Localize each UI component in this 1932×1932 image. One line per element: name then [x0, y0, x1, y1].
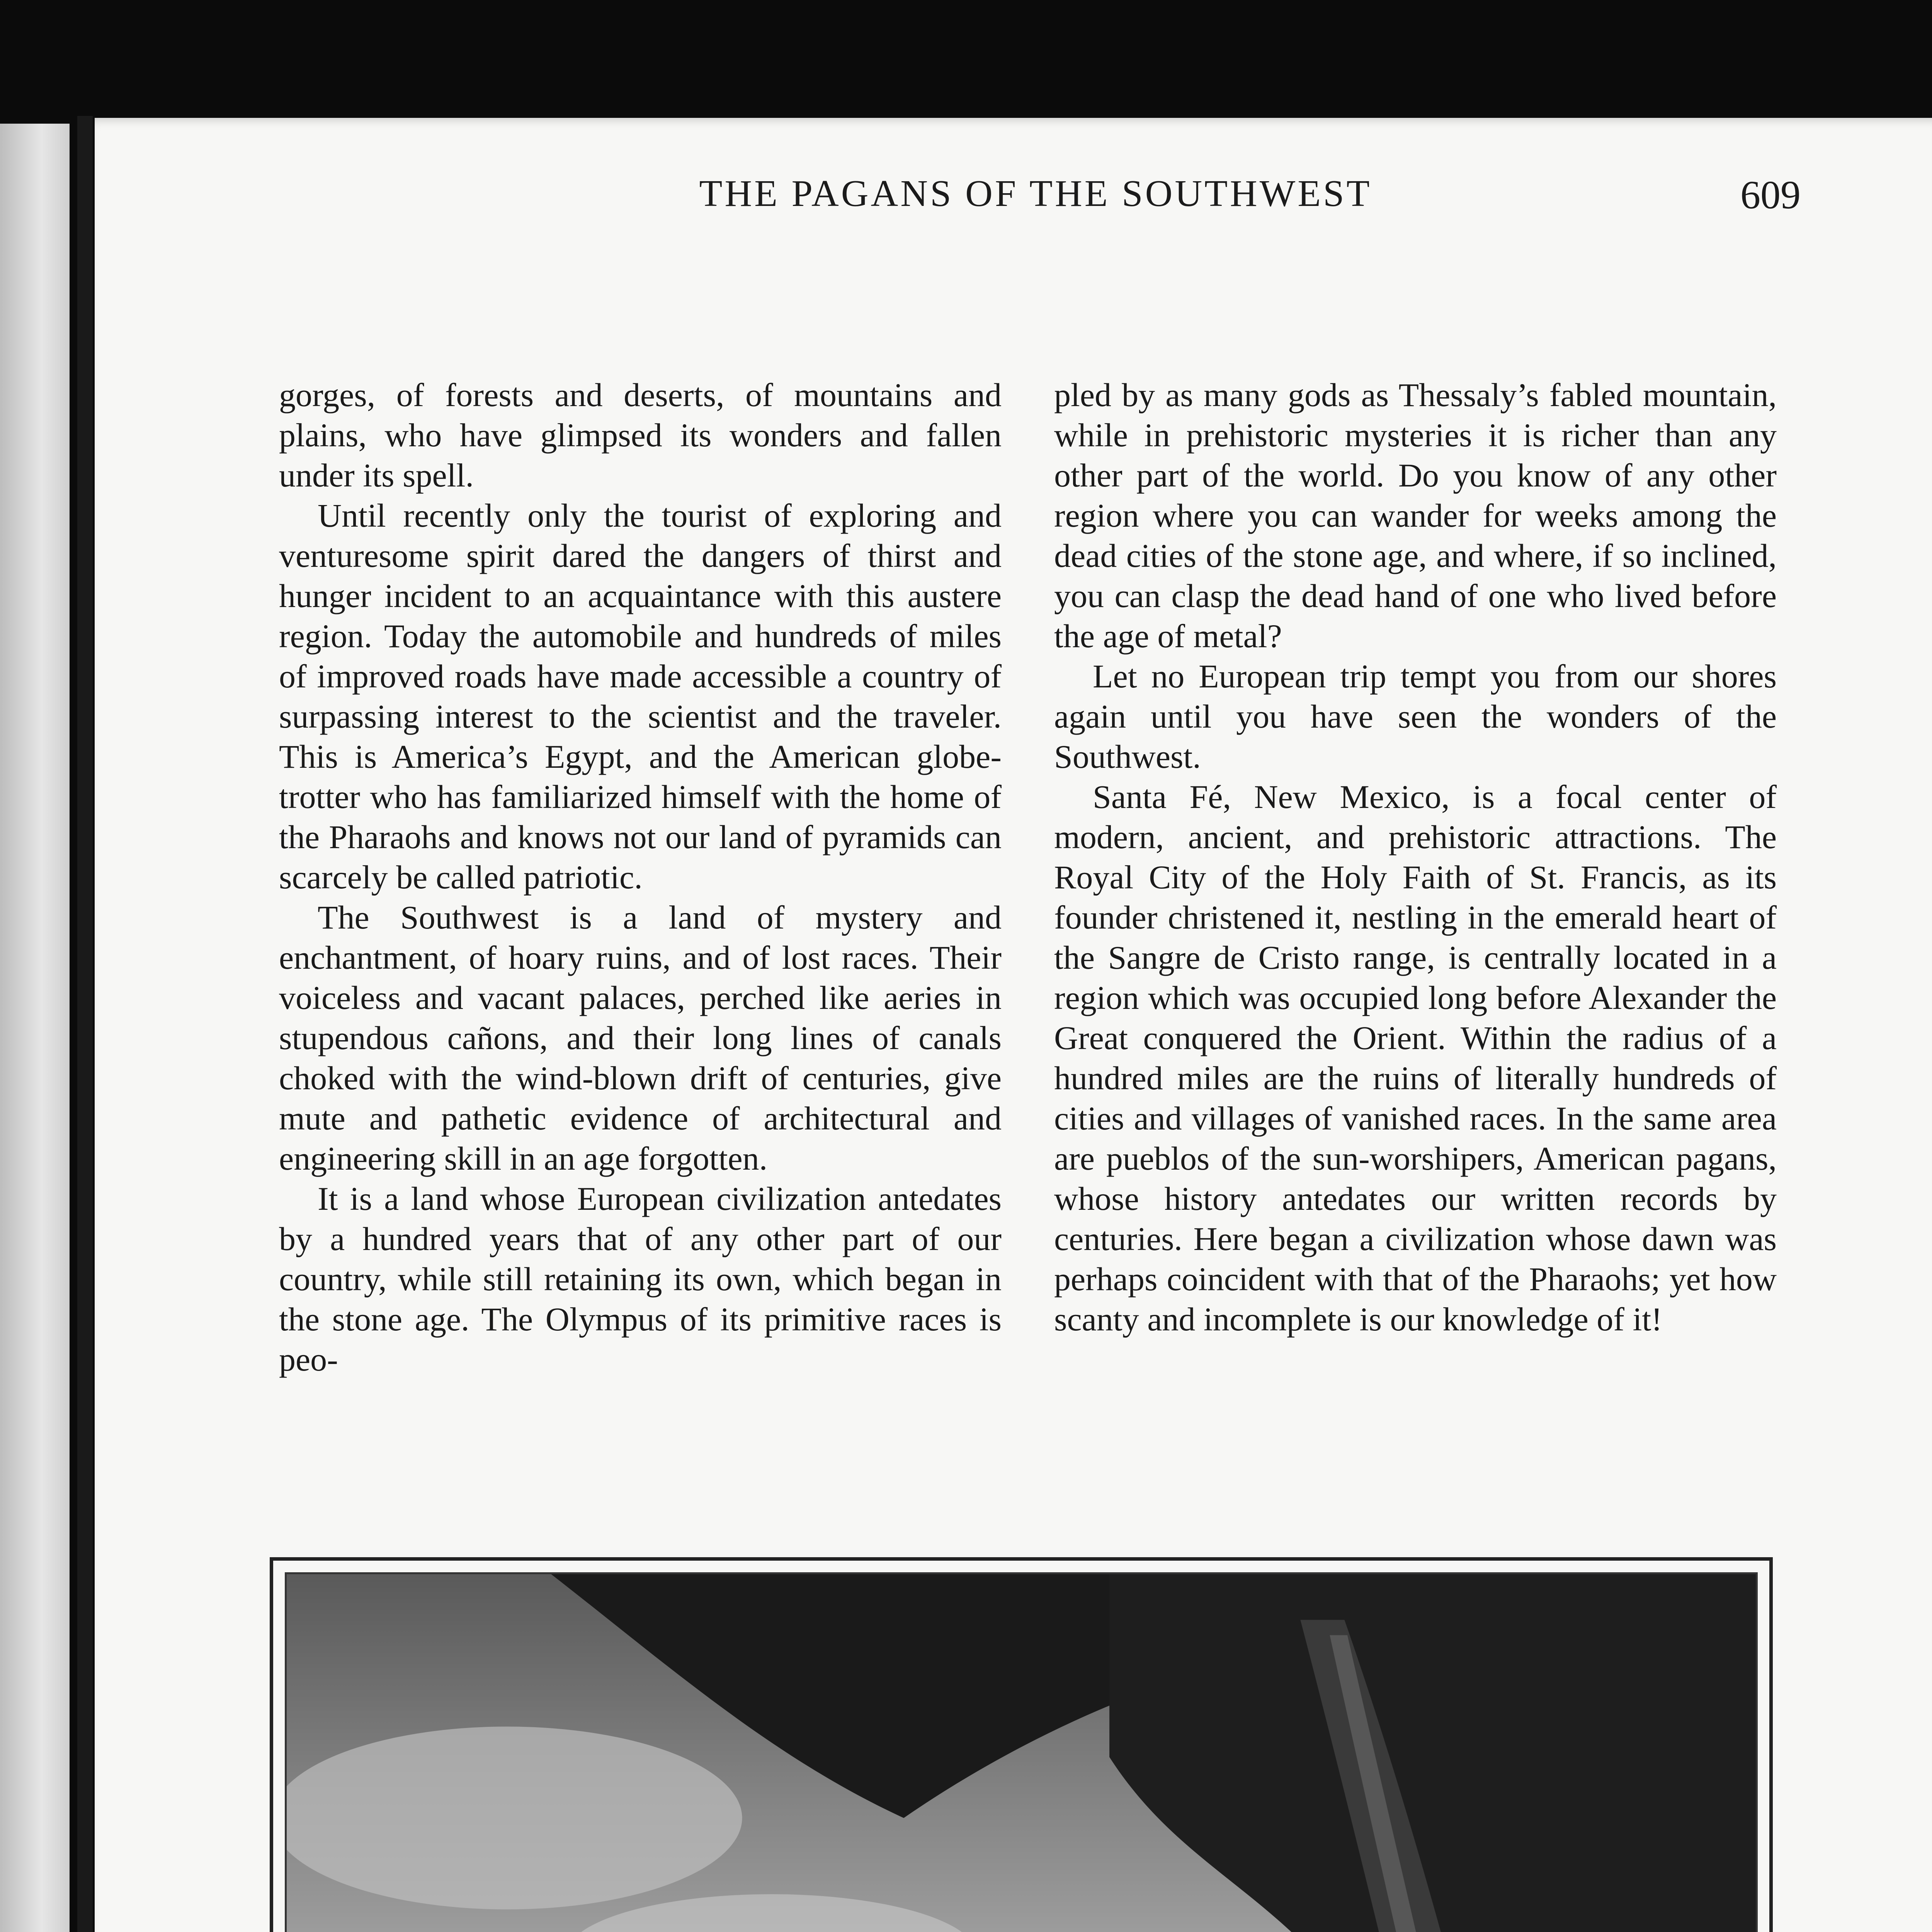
paragraph: It is a land whose European civilization antedates by a hundred years that of any other part of our country, while still retaining its own, which began in the stone age. The Olympus of its primitive races is peo-: [279, 1180, 1002, 1378]
photo-plate-frame: [270, 1557, 1773, 1932]
photo-illustration: [287, 1574, 1756, 1932]
paragraph: The Southwest is a land of mystery and enchantment, of hoary ruins, and of lost races. Their voiceless and vacant palaces, perched like aeries in stupendous cañons, and their long lines of canals choked with the wind-blown drift of centuries, give mute and pathetic evidence of architectural and engineering skill in an age forgotten.: [279, 899, 1002, 1177]
running-head: THE PAGANS OF THE SOUTHWEST: [699, 173, 1372, 214]
paragraph: gorges, of forests and deserts, of mountains and plains, who have glimpsed its wonders and fallen under its spell.: [279, 376, 1002, 494]
paragraph: pled by as many gods as Thessaly’s fabled mountain, while in prehistoric mysteries it is richer than any other part of the world. Do you know of any other region where you can wander for weeks among the dead cities of the stone age, and where, if so inclined, you can clasp the dead hand of one who lived before the age of metal?: [1054, 376, 1777, 655]
page-number: 609: [1740, 173, 1801, 217]
book-gutter-shadow: [77, 116, 93, 1932]
governors-palace-photo: [285, 1572, 1758, 1932]
paragraph: Until recently only the tourist of exploring and venturesome spirit dared the dangers of thirst and hunger incident to an acquaintance with this austere region. Today the automobile and hundreds of miles of improved roads have made accessible a country of surpassing interest to the scientist and the traveler. This is America’s Egypt, and the American globe-trotter who has familiarized himself with the home of the Pharaohs and knows not our land of pyramids can scarcely be called patriotic.: [279, 497, 1002, 896]
text-column-right: [1054, 375, 1777, 1519]
text-column-left: [279, 375, 1002, 1519]
paragraph: Santa Fé, New Mexico, is a focal center of modern, ancient, and prehistoric attractions. The Royal City of the Holy Faith of St. Francis, as its founder christened it, nestling in the emerald heart of the Sangre de Cristo range, is centrally located in a region which was occupied long before Alexander the Great conquered the Orient. Within the radius of a hundred miles are the ruins of literally hundreds of cities and villages of vanished races. In the same area are pueblos of the sun-worshipers, American pagans, whose history antedates our written records by centuries. Here began a civilization whose dawn was perhaps coincident with that of the Pharaohs; yet how scanty and incomplete is our knowledge of it!: [1054, 778, 1777, 1338]
facing-page-edge: [0, 124, 70, 1932]
paragraph: Let no European trip tempt you from our shores again until you have seen the wonders of the Southwest.: [1054, 658, 1777, 775]
